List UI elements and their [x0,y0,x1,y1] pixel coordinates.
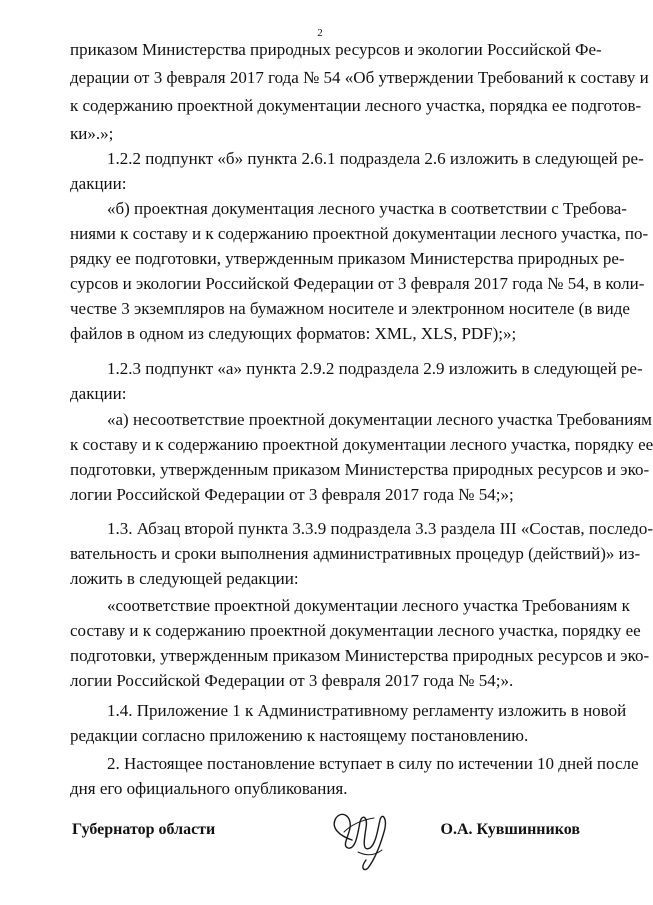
text-line: 1.4. Приложение 1 к Административному регламенту изложить в новой [107,701,627,720]
page-number: 2 [317,27,323,39]
text-line: вательность и сроки выполнения административных процедур (действий)» из- [70,544,641,563]
text-line: «б) проектная документация лесного участка в соответствии с Требова- [107,199,627,218]
text-line: файлов в одном из следующих форматов: XML, XLS, PDF);»; [70,324,517,343]
text-line: сурсов и экологии Российской Федерации от 3 февраля 2017 года № 54, в коли- [70,274,645,293]
text-line: 1.3. Абзац второй пункта 3.3.9 подраздела 3.3 раздела III «Состав, последо- [107,519,653,538]
text-line: приказом Министерства природных ресурсов и экологии Российской Фе- [70,40,602,59]
text-line: подготовки, утвержденным приказом Министерства природных ресурсов и эко- [70,646,650,665]
handwritten-signature [322,802,404,874]
text-line: дакции: [70,174,127,193]
text-line: редакции согласно приложению к настоящему постановлению. [70,726,529,745]
text-line: к составу и к содержанию проектной документации лесного участка, порядку ее [70,435,653,454]
text-line: логии Российской Федерации от 3 февраля 2017 года № 54;». [70,671,514,690]
text-line: дня его официального опубликования. [70,779,348,798]
text-line: к содержанию проектной документации лесного участка, порядка ее подготов- [70,96,642,115]
text-line: «а) несоответствие проектной документации лесного участка Требованиям [107,410,652,429]
signatory-name: О.А. Кувшинников [440,821,580,838]
text-line: «соответствие проектной документации лесного участка Требованиям к [107,596,630,615]
text-line: 1.2.3 подпункт «а» пункта 2.9.2 подраздела 2.9 изложить в следующей ре- [107,359,643,378]
text-line: рядку ее подготовки, утвержденным приказом Министерства природных ре- [70,249,625,268]
text-line: ниями к составу и к содержанию проектной документации лесного участка, по- [70,224,649,243]
signatory-position: Губернатор области [72,821,216,838]
text-line: честве 3 экземпляров на бумажном носителе и электронном носителе (в виде [70,299,630,318]
text-line: дерации от 3 февраля 2017 года № 54 «Об утверждении Требований к составу и [70,68,649,87]
text-line: 1.2.2 подпункт «б» пункта 2.6.1 подраздела 2.6 изложить в следующей ре- [107,149,644,168]
text-line: ложить в следующей редакции: [70,569,299,588]
text-line: составу и к содержанию проектной документации лесного участка, порядку ее [70,621,641,640]
text-line: логии Российской Федерации от 3 февраля 2017 года № 54;»; [70,485,514,504]
text-line: ки».»; [70,124,114,143]
text-line: 2. Настоящее постановление вступает в силу по истечении 10 дней после [107,754,639,773]
text-line: дакции: [70,384,127,403]
text-line: подготовки, утвержденным приказом Министерства природных ресурсов и эко- [70,460,650,479]
